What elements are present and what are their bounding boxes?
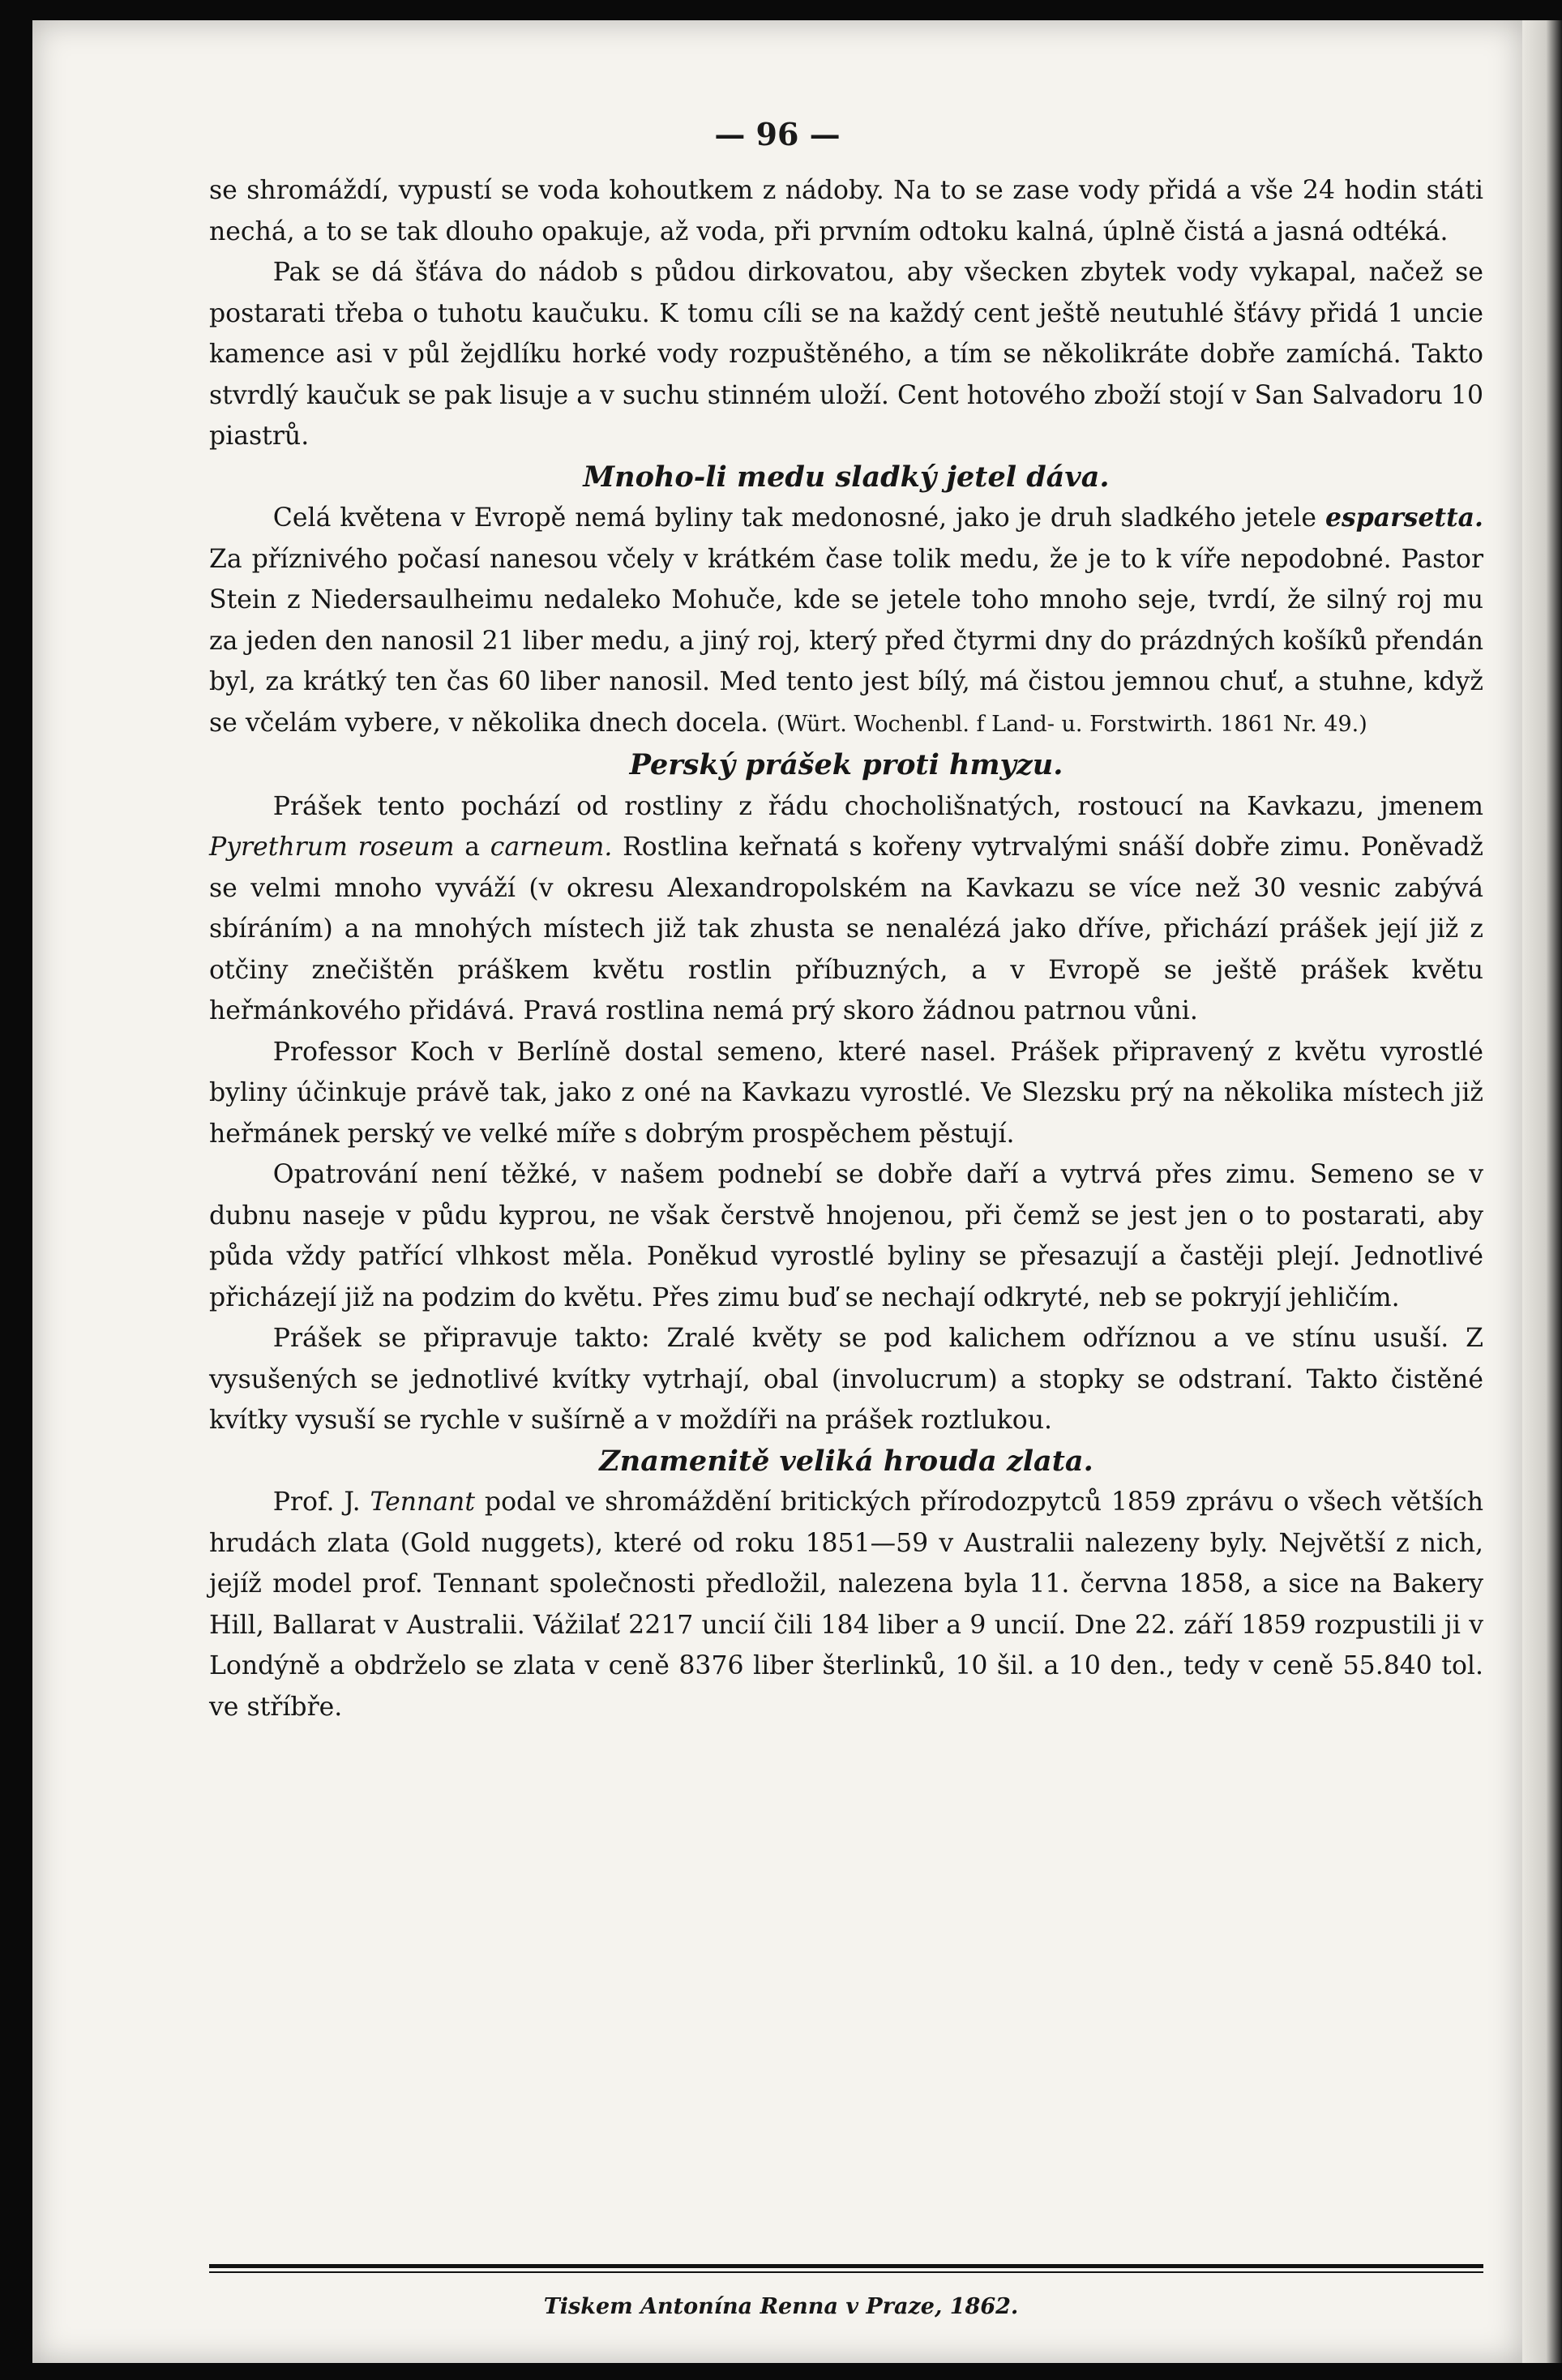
paragraph-5: Professor Koch v Berlíně dostal semeno, které nasel. Prášek připravený z květu vyrostlé byliny účinkuje právě tak, jako z oné na Kavkazu vyrostlé. Ve Slezsku prý na několika místech již heřmánek perský ve velké míře s dobrým prospěchem pěstují. (209, 1037, 1483, 1149)
citation: (Würt. Wochenbl. f Land- u. Forstwirth. 1861 Nr. 49.) (776, 711, 1367, 737)
heading-honey-clover: Mnoho-li medu sladký jetel dáva. (583, 460, 1110, 494)
paragraph-4: Prášek tento pochází od rostliny z řádu chocholišnatých, rostoucí na Kavkazu, jmenem Pyrethrum roseum a carneum. Rostlina keřnatá s kořeny vytrvalými snáší dobře zimu. Poněvadž se velmi mnoho vyváží (v okresu Alexandropolském na Kavkazu se více než 30 vesnic zabývá sbíráním) a na mnohých místech již tak zhusta se nenalézá jako dříve, přichází prášek její již z otčiny znečištěn práškem květu rostlin příbuzných, a v Evropě se ještě prášek květu heřmánkového přidává. Pravá rostlina nemá prý skoro žádnou patrnou vůni. (209, 791, 1483, 1025)
body-text (209, 170, 1483, 1727)
paragraph-1: se shromáždí, vypustí se voda kohoutkem z nádoby. Na to se zase vody přidá a vše 24 hodin státi nechá, a to se tak dlouho opakuje, až voda, při prvním odtoku kalná, úplně čistá a jasná odtéká. (209, 176, 1483, 246)
heading-persian-powder: Perský prášek proti hmyzu. (629, 748, 1063, 781)
italic-esparsetta: esparsetta. (1324, 503, 1484, 533)
italic-carneum: carneum. (490, 833, 613, 862)
italic-tennant: Tennant (370, 1488, 476, 1517)
paragraph-6: Opatrování není těžké, v našem podnebí se dobře daří a vytrvá přes zimu. Semeno se v dubnu naseje v půdu kyprou, ne však čerstvě hnojenou, při čemž se jest jen o to postarati, aby půda vždy patřící vlhkost měla. Poněkud vyrostlé byliny se přesazují a častěji plejí. Jednotlivé přicházejí již na podzim do květu. Přes zimu buď se nechají odkryté, neb se pokryjí jehličím. (209, 1160, 1483, 1312)
paragraph-3: Celá květena v Evropě nemá byliny tak medonosné, jako je druh sladkého jetele esparsetta. Za příznivého počasí nanesou včely v krátkém čase tolik medu, že je to k víře nepodobné. Pastor Stein z Niedersaulheimu nedaleko Mohuče, kde se jetele toho mnoho seje, tvrdí, že silný roj mu za jeden den nanosil 21 liber medu, a jiný roj, který před čtyrmi dny do prázdných košíků přendán byl, za krátký ten čas 60 liber nanosil. Med tento jest bílý, má čistou jemnou chuť, a stuhne, když se včelám vybere, v několika dnech docela. (Würt. Wochenbl. f Land- u. Forstwirth. 1861 Nr. 49.) (209, 503, 1484, 738)
heading-gold-nugget: Znamenitě veliká hrouda zlata. (599, 1444, 1093, 1478)
page-number: — 96 — (714, 116, 841, 152)
paragraph-8: Prof. J. Tennant podal ve shromáždění britických přírodozpytců 1859 zprávu o všech větších hrudách zlata (Gold nuggets), které od roku 1851—59 v Australii nalezeny byly. Největší z nich, jejíž model prof. Tennant společnosti předložil, nalezena byla 11. června 1858, a sice na Bakery Hill, Ballarat v Australii. Vážilať 2217 uncií čili 184 liber a 9 uncií. Dne 22. září 1859 rozpustili ji v Londýně a obdrželo se zlata v ceně 8376 liber šterlinků, 10 šil. a 10 den., tedy v ceně 55.840 tol. ve stříbře. (209, 1488, 1484, 1722)
italic-pyrethrum-roseum: Pyrethrum roseum (209, 833, 455, 862)
scan-edge (1522, 20, 1562, 2363)
paragraph-7: Prášek se připravuje takto: Zralé květy se pod kalichem odříznou a ve stínu usuší. Z vysušených se jednotlivé kvítky vytrhají, obal (involucrum) a stopky se odstraní. Takto čistěné kvítky vysuší se rychle v sušírně a v moždíři na prášek roztlukou. (209, 1324, 1483, 1435)
printer-footer: Tiskem Antonína Renna v Praze, 1862. (543, 2294, 1019, 2319)
footer-rule (209, 2264, 1483, 2273)
paragraph-2: Pak se dá šťáva do nádob s půdou dirkovatou, aby všecken zbytek vody vykapal, načež se postarati třeba o tuhotu kaučuku. K tomu cíli se na každý cent ještě neutuhlé šťávy přidá 1 uncie kamence asi v půl žejdlíku horké vody rozpuštěného, a tím se několikráte dobře zamíchá. Takto stvrdlý kaučuk se pak lisuje a v suchu stinném uloží. Cent hotového zboží stojí v San Salvadoru 10 piastrů. (209, 258, 1483, 451)
